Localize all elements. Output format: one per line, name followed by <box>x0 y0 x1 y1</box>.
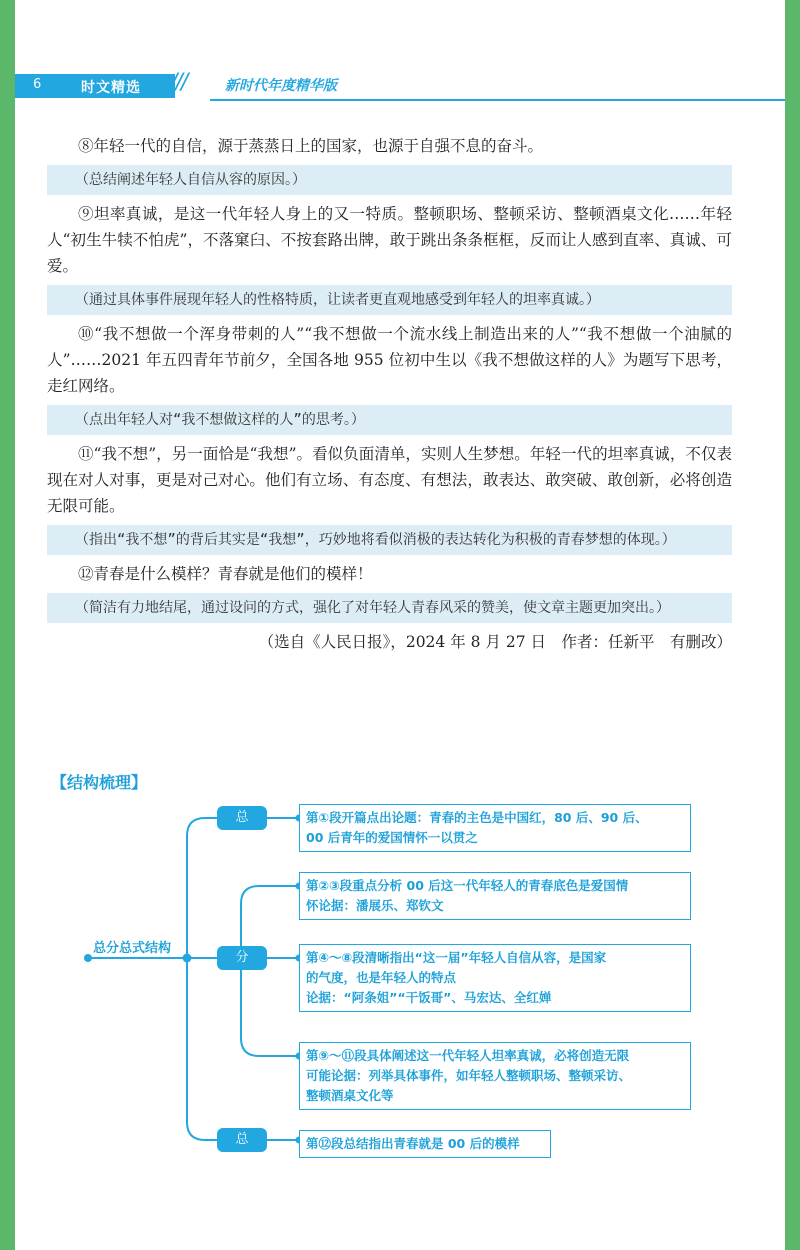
page <box>15 0 785 1250</box>
header-subtitle: 新时代年度精华版 <box>225 78 337 94</box>
node-zong-intro: 总 <box>217 806 267 830</box>
page-header <box>15 70 785 102</box>
source-citation: （选自《人民日报》，2024 年 8 月 27 日 作者：任新平 有删改） <box>258 633 732 651</box>
structure-heading: 【结构梳理】 <box>51 773 148 792</box>
structure-box-5: 第⑫段总结指出青春就是 00 后的模样 <box>299 1130 551 1158</box>
paragraph: ⑩“我不想做一个浑身带刺的人”“我不想做一个流水线上制造出来的人”“我不想做一个油腻的人”……2021 年五四青年节前夕，全国各地 955 位初中生以《我不想做这样的人》为题写下思考，走红网络。 <box>47 325 732 395</box>
node-zong-conclusion: 总 <box>217 1128 267 1152</box>
paragraph: ⑧年轻一代的自信，源于蒸蒸日上的国家，也源于自强不息的奋斗。 <box>78 137 544 155</box>
paragraph: ⑫青春是什么模样？青春就是他们的模样！ <box>78 565 373 583</box>
structure-mindmap <box>15 800 785 1160</box>
section-title: 时文精选 <box>81 80 141 96</box>
node-fen: 分 <box>217 946 267 970</box>
annotation-note: （总结阐述年轻人自信从容的原因。） <box>47 165 732 195</box>
root-node-label: 总分总式结构 <box>93 941 172 956</box>
paragraph: ⑪“我不想”，另一面恰是“我想”。看似负面清单，实则人生梦想。年轻一代的坦率真诚，不仅表现在对人对事，更是对己对心。他们有立场、有态度、有想法，敢表达、敢突破、敢创新，必将创造无限可能。 <box>47 445 732 515</box>
header-rule <box>210 99 785 101</box>
header-bar <box>15 74 175 98</box>
structure-box-1: 第①段开篇点出论题：青春的主色是中国红，80 后、90 后、 00 后青年的爱国情怀一以贯之 <box>299 804 691 852</box>
article-body <box>47 133 732 655</box>
structure-box-2: 第②③段重点分析 00 后这一代年轻人的青春底色是爱国情 怀论据：潘展乐、郑钦文 <box>299 872 691 920</box>
annotation-note: （指出“我不想”的背后其实是“我想”，巧妙地将看似消极的表达转化为积极的青春梦想的体现。） <box>47 525 732 555</box>
structure-box-3: 第④～⑧段清晰指出“这一届”年轻人自信从容，是国家 的气度，也是年轻人的特点 论据：“阿条姐”“干饭哥”、马宏达、全红婵 <box>299 944 691 1012</box>
annotation-note: （点出年轻人对“我不想做这样的人”的思考。） <box>47 405 732 435</box>
annotation-note: （简洁有力地结尾，通过设问的方式，强化了对年轻人青春风采的赞美，使文章主题更加突出。） <box>47 593 732 623</box>
page-number: 6 <box>33 77 42 92</box>
header-slashes: /// <box>170 70 187 95</box>
structure-box-4: 第⑨～⑪段具体阐述这一代年轻人坦率真诚，必将创造无限 可能论据：列举具体事件，如年轻人整顿职场、整顿采访、 整顿酒桌文化等 <box>299 1042 691 1110</box>
paragraph: ⑨坦率真诚，是这一代年轻人身上的又一特质。整顿职场、整顿采访、整顿酒桌文化……年轻人“初生牛犊不怕虎”，不落窠臼、不按套路出牌，敢于跳出条条框框，反而让人感到直率、真诚、可爱。 <box>47 205 732 275</box>
annotation-note: （通过具体事件展现年轻人的性格特质，让读者更直观地感受到年轻人的坦率真诚。） <box>47 285 732 315</box>
